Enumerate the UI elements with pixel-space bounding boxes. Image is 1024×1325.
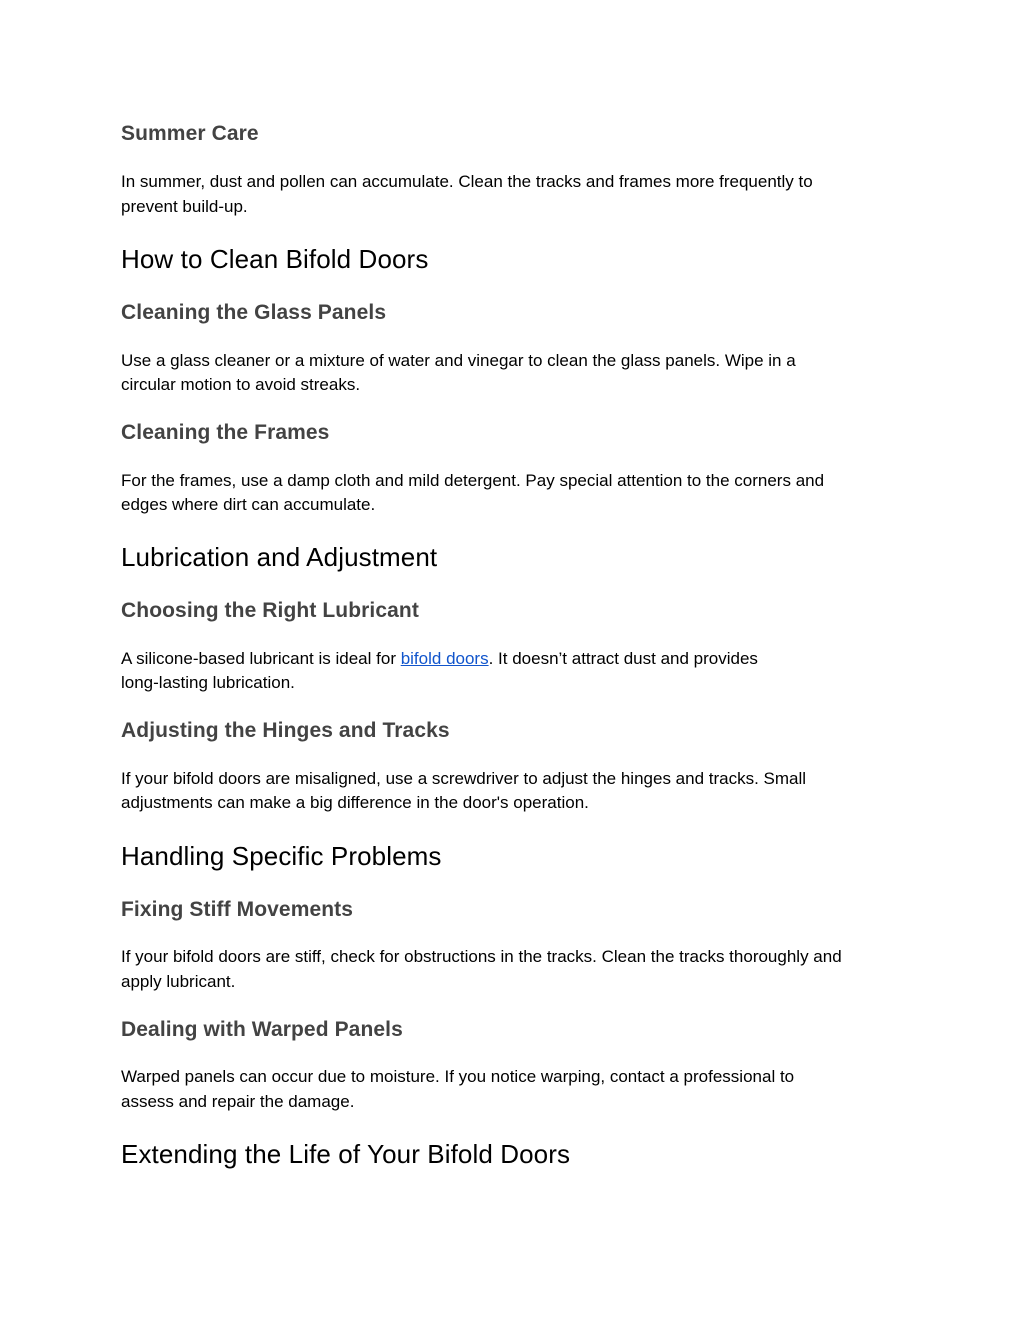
paragraph-frames-line-1: For the frames, use a damp cloth and mild detergent. Pay special attention to the corners and — [121, 471, 825, 490]
paragraph-adjusting-line-2: adjustments can make a big difference in the door's operation. — [121, 793, 589, 812]
paragraph-warped-line-2: assess and repair the damage. — [121, 1092, 355, 1111]
heading-cleaning-frames: Cleaning the Frames — [121, 421, 330, 444]
paragraph-frames-line-2: edges where dirt can accumulate. — [121, 495, 376, 514]
paragraph-stiff-line-1: If your bifold doors are stiff, check for obstructions in the tracks. Clean the tracks thoroughly and — [121, 947, 842, 966]
paragraph-glass-line-2: circular motion to avoid streaks. — [121, 375, 361, 394]
heading-cleaning-glass: Cleaning the Glass Panels — [121, 301, 387, 324]
heading-summer-care: Summer Care — [121, 122, 259, 145]
paragraph-lubricant-line-1 — [121, 647, 758, 672]
paragraph-lubricant-line-2: long-lasting lubrication. — [121, 673, 295, 692]
heading-handling-problems: Handling Specific Problems — [121, 841, 442, 871]
heading-extending-life: Extending the Life of Your Bifold Doors — [121, 1139, 571, 1169]
heading-how-to-clean: How to Clean Bifold Doors — [121, 244, 429, 274]
heading-choosing-lubricant: Choosing the Right Lubricant — [121, 599, 419, 622]
heading-adjusting: Adjusting the Hinges and Tracks — [121, 719, 450, 742]
paragraph-warped-line-1: Warped panels can occur due to moisture. If you notice warping, contact a professional to — [121, 1067, 795, 1086]
heading-warped-panels: Dealing with Warped Panels — [121, 1018, 403, 1041]
bifold-doors-link[interactable]: bifold doors — [400, 649, 489, 668]
paragraph-summer-care-line-2: prevent build-up. — [121, 197, 248, 216]
paragraph-adjusting-line-1: If your bifold doors are misaligned, use a screwdriver to adjust the hinges and tracks. Small — [121, 769, 807, 788]
heading-fixing-stiff: Fixing Stiff Movements — [121, 898, 354, 921]
paragraph-lubricant-text-after: . It doesn’t attract dust and provides — [488, 649, 758, 668]
paragraph-summer-care-line-1: In summer, dust and pollen can accumulate. Clean the tracks and frames more frequently to — [121, 172, 813, 191]
paragraph-glass-line-1: Use a glass cleaner or a mixture of water and vinegar to clean the glass panels. Wipe in a — [121, 351, 796, 370]
paragraph-lubricant-text-before: A silicone-based lubricant is ideal for — [121, 649, 401, 668]
paragraph-stiff-line-2: apply lubricant. — [121, 972, 236, 991]
heading-lubrication: Lubrication and Adjustment — [121, 542, 438, 572]
